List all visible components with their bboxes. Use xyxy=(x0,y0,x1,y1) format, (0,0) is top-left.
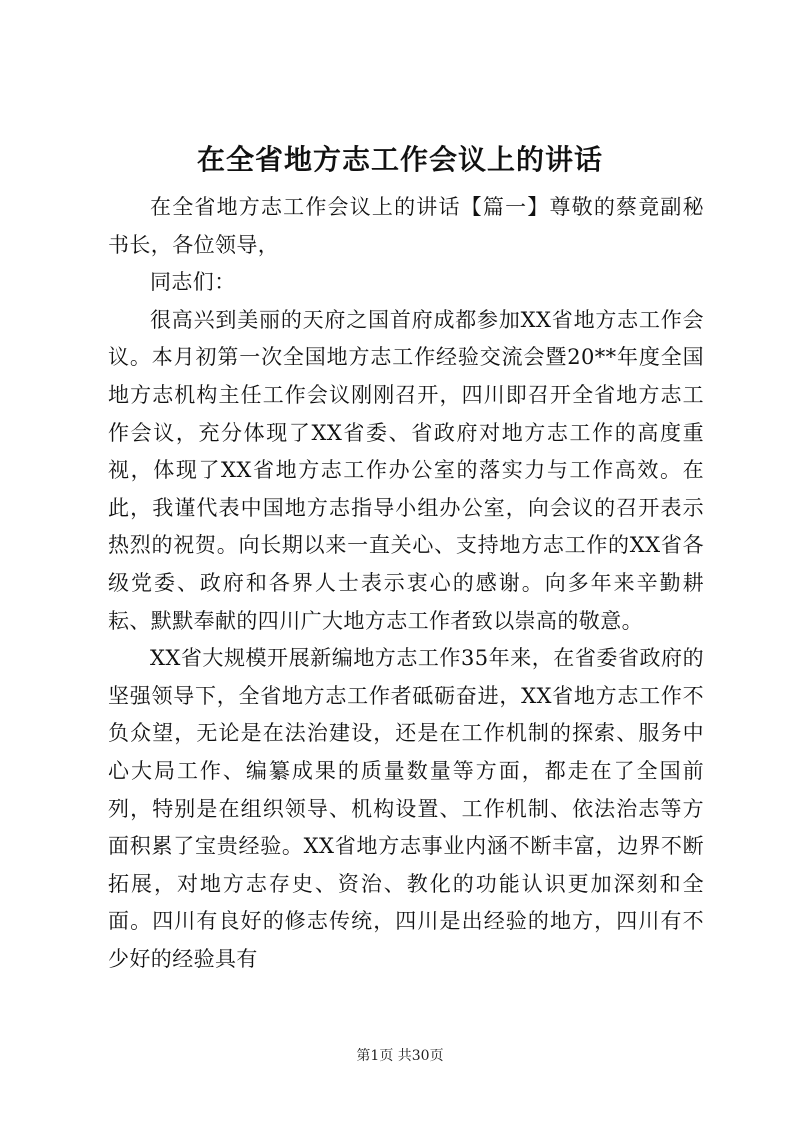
paragraph-greeting: 同志们： xyxy=(150,270,236,295)
page-indicator: 第1页 共30页 xyxy=(356,1048,444,1064)
paragraph-achievements: XX省大规模开展新编地方志工作35年来，在省委省政府的坚强领导下，全省地方志工作者砥砺奋进，XX省地方志工作不负众望，无论是在法治建设，还是在工作机制的探索、服务中心大局工作、编纂成果的质量数量等方面，都走在了全国前列，特别是在组织领导、机构设置、工作机制、依法治志等方面积累了宝贵经验。XX省地方志事业内涵不断丰富，边界不断拓展，对地方志存史、资治、教化的功能认识更加深刻和全面。四川有良好的修志传统，四川是出经验的地方，四川有不少好的经验具有 xyxy=(108,646,704,971)
document-title: 在全省地方志工作会议上的讲话 xyxy=(196,143,603,176)
paragraph-salutation: 在全省地方志工作会议上的讲话【篇一】尊敬的蔡竟副秘书长，各位领导， xyxy=(108,195,704,257)
paragraph-opening: 很高兴到美丽的天府之国首府成都参加XX省地方志工作会议。本月初第一次全国地方志工作经验交流会暨20**年度全国地方志机构主任工作会议刚刚召开，四川即召开全省地方志工作会议，充分体现了XX省委、省政府对地方志工作的高度重视，体现了XX省地方志工作办公室的落实力与工作高效。在此，我谨代表中国地方志指导小组办公室，向会议的召开表示热烈的祝贺。向长期以来一直关心、支持地方志工作的XX省各级党委、政府和各界人士表示衷心的感谢。向多年来辛勤耕耘、默默奉献的四川广大地方志工作者致以崇高的敬意。 xyxy=(108,307,704,633)
document-body xyxy=(108,189,704,978)
